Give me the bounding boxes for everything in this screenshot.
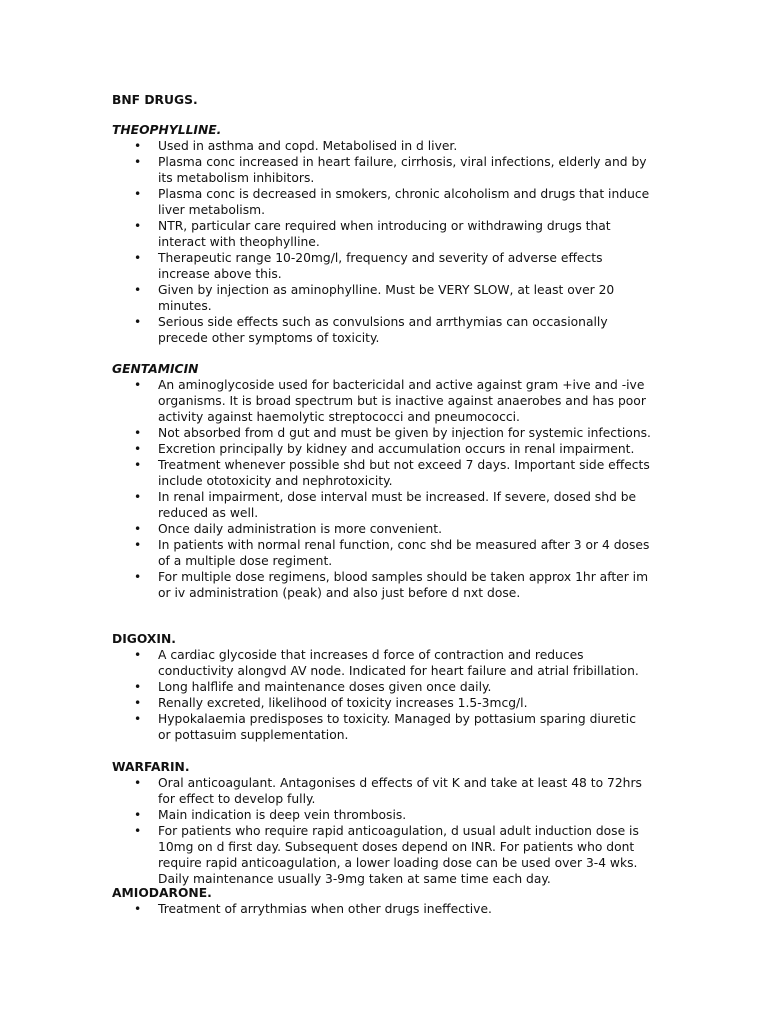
bullet-list (112, 775, 652, 887)
list-item: • Not absorbed from d gut and must be given by injection for systemic infections. (112, 425, 652, 441)
section-amiodarone (112, 885, 652, 917)
list-item: • An aminoglycoside used for bactericidal and active against gram +ive and -ive organisms. It is broad spectrum but is inactive against anaerobes and has poor activity against haemolytic streptococci and pneumococci. (112, 377, 652, 425)
section-heading: THEOPHYLLINE. (112, 123, 222, 137)
list-item: • Excretion principally by kidney and accumulation occurs in renal impairment. (112, 441, 652, 457)
bullet-list (112, 647, 652, 743)
list-item: • Serious side effects such as convulsions and arrthymias can occasionally precede other symptoms of toxicity. (112, 314, 652, 346)
section-heading: AMIODARONE. (112, 886, 212, 900)
list-item: • Hypokalaemia predisposes to toxicity. Managed by pottasium sparing diuretic or pottasuim supplementation. (112, 711, 652, 743)
bullet-list (112, 138, 652, 346)
document-title: BNF DRUGS. (112, 93, 198, 107)
list-item: • Oral anticoagulant. Antagonises d effects of vit K and take at least 48 to 72hrs for effect to develop fully. (112, 775, 652, 807)
list-item: • Main indication is deep vein thrombosis. (112, 807, 652, 823)
bullet-list (112, 377, 652, 601)
bullet-list (112, 901, 652, 917)
list-item: • Treatment of arrythmias when other drugs ineffective. (112, 901, 652, 917)
section-warfarin (112, 759, 652, 887)
section-digoxin (112, 631, 652, 743)
list-item: • Renally excreted, likelihood of toxicity increases 1.5-3mcg/l. (112, 695, 652, 711)
list-item: • In patients with normal renal function, conc shd be measured after 3 or 4 doses of a multiple dose regiment. (112, 537, 652, 569)
list-item: • Long halflife and maintenance doses given once daily. (112, 679, 652, 695)
section-heading: WARFARIN. (112, 760, 190, 774)
section-theophylline (112, 122, 652, 346)
list-item: • Plasma conc increased in heart failure, cirrhosis, viral infections, elderly and by its metabolism inhibitors. (112, 154, 652, 186)
list-item: • Treatment whenever possible shd but not exceed 7 days. Important side effects include ototoxicity and nephrotoxicity. (112, 457, 652, 489)
list-item: • In renal impairment, dose interval must be increased. If severe, dosed shd be reduced as well. (112, 489, 652, 521)
list-item: • Used in asthma and copd. Metabolised in d liver. (112, 138, 652, 154)
section-gentamicin (112, 361, 652, 601)
list-item: • For multiple dose regimens, blood samples should be taken approx 1hr after im or iv administration (peak) and also just before d nxt dose. (112, 569, 652, 601)
section-heading: DIGOXIN. (112, 632, 176, 646)
list-item: • Once daily administration is more convenient. (112, 521, 652, 537)
list-item: • Therapeutic range 10-20mg/l, frequency and severity of adverse effects increase above this. (112, 250, 652, 282)
list-item: • Given by injection as aminophylline. Must be VERY SLOW, at least over 20 minutes. (112, 282, 652, 314)
list-item: • Plasma conc is decreased in smokers, chronic alcoholism and drugs that induce liver metabolism. (112, 186, 652, 218)
list-item: • NTR, particular care required when introducing or withdrawing drugs that interact with theophylline. (112, 218, 652, 250)
section-heading: GENTAMICIN (112, 362, 199, 376)
list-item: • A cardiac glycoside that increases d force of contraction and reduces conductivity alongvd AV node. Indicated for heart failure and atrial fribillation. (112, 647, 652, 679)
list-item: • For patients who require rapid anticoagulation, d usual adult induction dose is 10mg on d first day. Subsequent doses depend on INR. For patients who dont require rapid anticoagulation, a lower loading dose can be used over 3-4 wks. Daily maintenance usually 3-9mg taken at same time each day. (112, 823, 652, 887)
